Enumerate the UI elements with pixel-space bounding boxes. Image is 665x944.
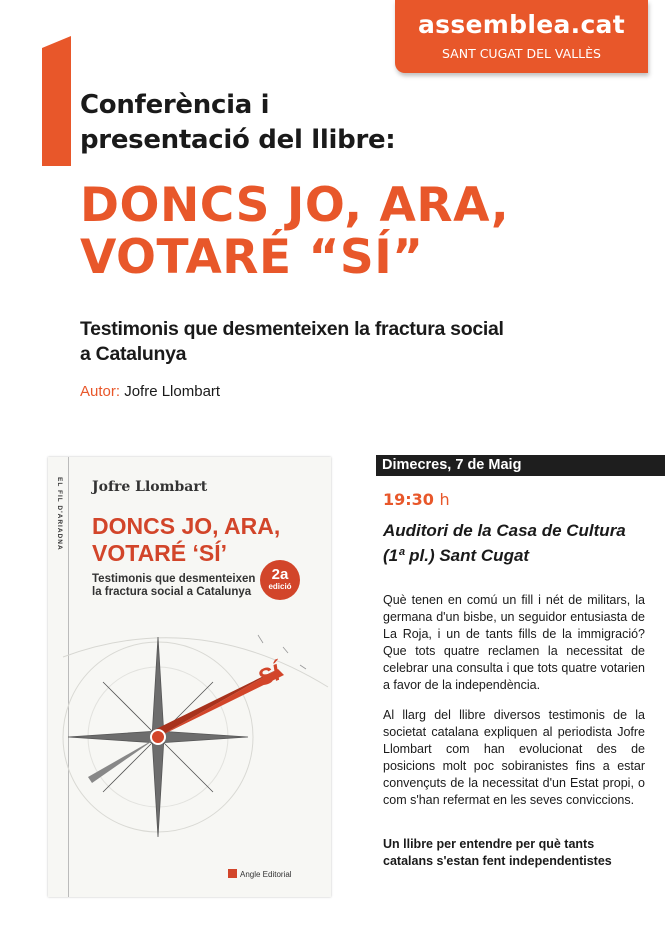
brand-name: assemblea.cat: [418, 10, 625, 39]
edition-number: 2a: [271, 566, 289, 583]
cover-title-line: VOTARÉ ‘SÍ’: [92, 540, 228, 566]
brand-header-box: [395, 0, 648, 73]
event-venue: [383, 518, 653, 568]
event-date-bar: Dimecres, 7 de Maig: [376, 455, 665, 476]
publisher-name: Angle Editorial: [240, 870, 292, 879]
accent-bar: [42, 48, 71, 166]
description-paragraph: Al llarg del llibre diversos testimonis de la societat catalana expliquen al periodista Jofre Llombart com han evolucionat des de posicions molt poc sobiranistes fins a estar convençuts de la necessitat d'un Estat propi, o com s'han refermat en les seves conviccions.: [383, 708, 645, 807]
cover-author: Jofre Llombart: [92, 479, 208, 495]
edition-word: edició: [268, 582, 292, 591]
venue-line: (1ª pl.) Sant Cugat: [383, 546, 530, 565]
cover-title-line: DONCS JO, ARA,: [92, 513, 281, 539]
cover-series-name: EL FIL D'ARIADNA: [56, 477, 63, 551]
closing-line: Un llibre per entendre per què tants: [383, 837, 595, 851]
closing-statement: [383, 836, 645, 870]
cover-subtitle: [92, 573, 282, 599]
book-subtitle: [80, 317, 640, 367]
author-line: [80, 383, 220, 400]
brand-location: SANT CUGAT DEL VALLÈS: [442, 46, 601, 61]
edition-badge: [260, 560, 300, 600]
cover-publisher: [228, 869, 292, 879]
author-name: Jofre Llombart: [124, 383, 221, 400]
title-line: VOTARÉ “SÍ”: [80, 230, 424, 285]
venue-line: Auditori de la Casa de Cultura: [383, 521, 626, 540]
event-time: [383, 490, 450, 509]
author-label: Autor:: [80, 383, 121, 400]
description-paragraph: Què tenen en comú un fill i nét de militars, la germana d'un bisbe, un seguidor entusiasta de La Roja, i un de tants fills de la immigració? Que tots quatre reclamen la necessitat de celebrar una consulta i que tots quatre votarien a favor de la independència.: [383, 593, 645, 692]
intro-line: presentació del llibre:: [80, 125, 396, 155]
cover-title: [92, 513, 312, 567]
title-line: DONCS JO, ARA,: [80, 178, 510, 233]
book-title: [80, 180, 640, 284]
closing-line: catalans s'estan fent independentistes: [383, 854, 612, 868]
cover-arrow-text: SÍ: [254, 659, 284, 691]
book-cover: [48, 457, 331, 897]
event-time-value: 19:30: [383, 490, 434, 509]
subtitle-line: Testimonis que desmenteixen la fractura social: [80, 318, 504, 340]
subtitle-line: a Catalunya: [80, 343, 187, 365]
intro-line: Conferència i: [80, 90, 270, 120]
compass-illustration: [48, 617, 331, 867]
event-intro: [80, 88, 620, 158]
publisher-logo-icon: [228, 869, 237, 878]
event-time-unit: h: [439, 490, 450, 509]
cover-subtitle-line: Testimonis que desmenteixen: [92, 573, 256, 585]
cover-subtitle-line: la fractura social a Catalunya: [92, 586, 252, 598]
